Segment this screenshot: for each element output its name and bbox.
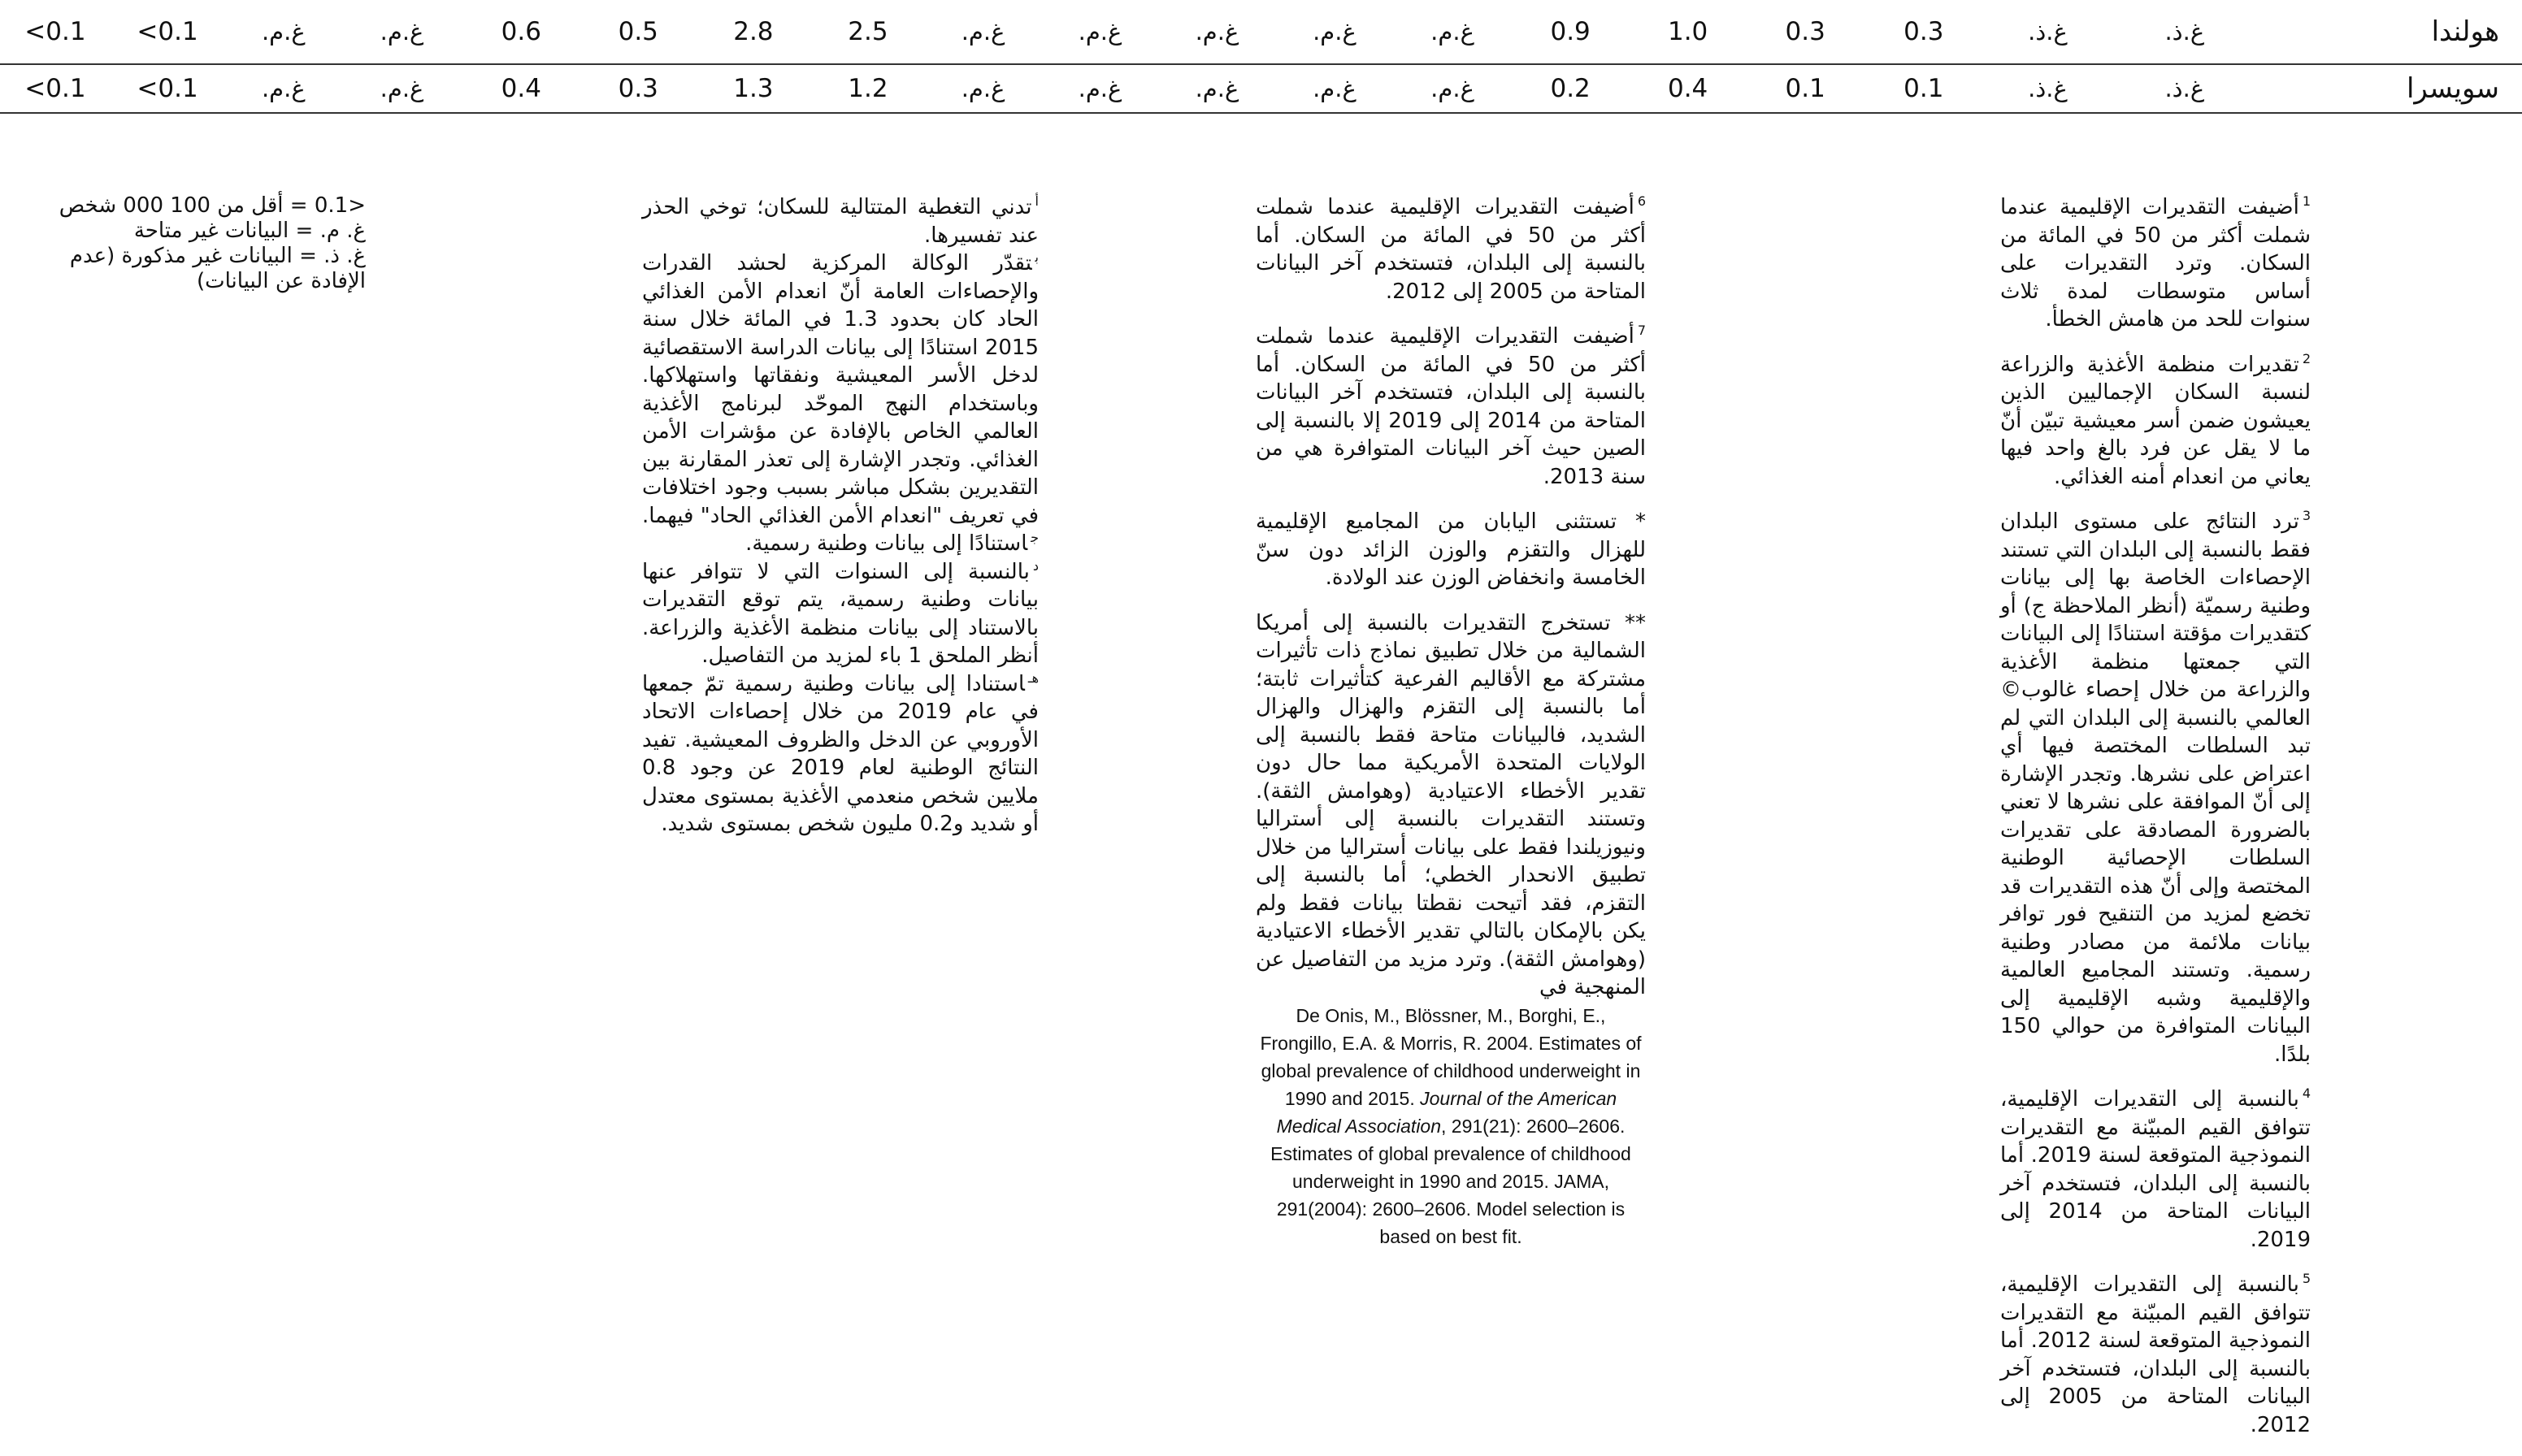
table-row-netherlands bbox=[0, 0, 2522, 64]
legend-item: غ. ذ. = البيانات غير مذكورة (عدم الإفادة عن البيانات) bbox=[69, 244, 366, 293]
table-cell: 1.0 bbox=[1667, 17, 1708, 46]
table-cell: 0.3 bbox=[1785, 17, 1825, 46]
table-cell: غ.ذ. bbox=[1983, 64, 2112, 113]
table-cell: غ.م. bbox=[1393, 64, 1511, 113]
table-cell: غ.م. bbox=[261, 18, 306, 46]
table-cell: <0.1 bbox=[24, 17, 86, 46]
footnotes-column-3 bbox=[642, 193, 1039, 838]
country-name: هولندا bbox=[2431, 15, 2499, 48]
table-cell: 0.1 bbox=[1864, 64, 1983, 113]
table-cell: غ.ذ. bbox=[2164, 18, 2205, 46]
table-cell: 0.9 bbox=[1550, 17, 1591, 46]
legend bbox=[33, 193, 366, 294]
table-row-switzerland bbox=[0, 64, 2522, 113]
table-cell: غ.م. bbox=[342, 64, 461, 113]
table-cell: غ.م. bbox=[961, 18, 1005, 46]
footnote: $^4$بالنسبة إلى التقديرات الإقليمية، تتوافق القيم المبيّنة مع التقديرات النموذجية المتوقعة لسنة 2019. أما بالنسبة إلى البلدان، فتستخدم آخر البيانات المتاحة من 2014 إلى 2019. bbox=[2000, 1086, 2311, 1252]
table-cell: غ.م. bbox=[1158, 64, 1275, 113]
table-cell: <0.1 bbox=[0, 64, 111, 113]
table-cell: غ.م. bbox=[224, 64, 342, 113]
country-name: سويسرا bbox=[2257, 64, 2522, 113]
table-cell: 0.4 bbox=[462, 64, 581, 113]
table-cell: 0.3 bbox=[581, 64, 695, 113]
footnote: $^1$أضيفت التقديرات الإقليمية عندما شملت أكثر من 50 في المائة من السكان. وترد التقديرات على أساس متوسطات لمدة ثلاث سنوات للحد من هامش الخطأ. bbox=[2000, 193, 2311, 332]
table-cell: 0.4 bbox=[1630, 64, 1747, 113]
table-cell: 0.6 bbox=[501, 17, 541, 46]
table-cell: 0.1 bbox=[1747, 64, 1864, 113]
footnote: $^أ$تدني التغطية المتتالية للسكان؛ توخي الحذر عند تفسيرها. bbox=[642, 193, 1039, 248]
table-cell: 2.5 bbox=[848, 17, 888, 46]
footnote: $^7$أضيفت التقديرات الإقليمية عندما شملت أكثر من 50 في المائة من السكان. أما بالنسبة إلى البلدان، فتستخدم آخر البيانات المتاحة من 2014 إلى 2019 إلا بالنسبة إلى الصين حيث آخر البيانات المتوافرة هي من سنة 2013. bbox=[1256, 323, 1647, 489]
legend-item: <0.1 = أقل من 100 000 شخص bbox=[59, 193, 366, 218]
footnote: ** تستخرج التقديرات بالنسبة إلى أمريكا الشمالية من خلال تطبيق نماذج ذات تأثيرات مشتركة مع الأقاليم الفرعية كتأثيرات ثابتة؛ أما بالنسبة إلى التقزم والهزال والهزال الشديد، فالبيانات متاحة فقط بالنسبة إلى الولايات المتحدة الأمريكية مما حال دون تقدير الأخطاء الاعتيادية (وهوامش الثقة). وتستند التقديرات بالنسبة إلى أستراليا ونيوزيلندا فقط على بيانات أستراليا من خلال تطبيق الانحدار الخطي؛ أما بالنسبة إلى التقزم، فقد أتيحت نقطتا بيانات فقط ولم يكن بالإمكان بالتالي تقدير الأخطاء الاعتيادية (وهوامش الثقة). وترد مزيد من التفاصيل عن المنهجية في bbox=[1256, 610, 1646, 999]
table-cell: 0.2 bbox=[1512, 64, 1630, 113]
table-cell: 2.8 bbox=[733, 17, 774, 46]
table-cell: 0.5 bbox=[618, 17, 658, 46]
table-cell: <0.1 bbox=[137, 17, 198, 46]
footnote: $^ب$تقدّر الوكالة المركزية لحشد القدرات والإحصاءات العامة أنّ انعدام الأمن الغذائي الحاد كان بحدود 1.3 في المائة خلال سنة 2015 استنادًا إلى بيانات الدراسة الاستقصائية لدخل الأسر المعيشية ونفقاتها واستهلاكها. وباستخدام النهج الموحّد لبرنامج الأغذية العالمي الخاص بالإفادة عن مؤشرات الأمن الغذائي. وتجدر الإشارة إلى تعذر المقارنة بين التقديرين بشكل مباشر بسبب وجود اختلافات في تعريف "انعدام الأمن الغذائي الحاد" فيهما. bbox=[642, 249, 1039, 528]
footnote: $^2$تقديرات منظمة الأغذية والزراعة لنسبة السكان الإجماليين الذين يعيشون ضمن أسر معيشية تبيّن أنّ ما لا يقل عن فرد بالغ واحد فيها يعاني من انعدام أمنه الغذائي. bbox=[2000, 350, 2311, 489]
table-cell: غ.ذ. bbox=[2028, 18, 2068, 46]
footnotes-column-1 bbox=[2000, 193, 2311, 1456]
table-cell: غ.م. bbox=[380, 18, 424, 46]
footnote: $^5$بالنسبة إلى التقديرات الإقليمية، تتوافق القيم المبيّنة مع التقديرات النموذجية المتوقعة لسنة 2012. أما بالنسبة إلى البلدان، فتستخدم آخر البيانات المتاحة من 2005 إلى 2012. bbox=[2000, 1271, 2311, 1437]
table-cell: غ.م. bbox=[1275, 64, 1393, 113]
table-cell: 1.2 bbox=[811, 64, 924, 113]
table-cell: غ.ذ. bbox=[2112, 64, 2257, 113]
footnotes-column-2 bbox=[1256, 193, 1646, 1250]
footnote: $^6$أضيفت التقديرات الإقليمية عندما شملت أكثر من 50 في المائة من السكان. أما بالنسبة إلى البلدان، فتستخدم آخر البيانات المتاحة من 2005 إلى 2012. bbox=[1256, 193, 1647, 304]
footnote: $^{هـ}$استنادا إلى بيانات وطنية رسمية تمّ جمعها في عام 2019 من خلال إحصاءات الاتحاد الأوروبي عن الدخل والظروف المعيشية. تفيد النتائج الوطنية لعام 2019 عن وجود 0.8 ملايين شخص منعدمي الأغذية بمستوى معتدل أو شديد و0.2 مليون شخص بمستوى شديد. bbox=[642, 670, 1039, 836]
reference-citation: De Onis, M., Blössner, M., Borghi, E., Frongillo, E.A. & Morris, R. 2004. Estimates of global prevalence of childhood underweight in 1990 and 2015. Journal of the American Medical Association, 291(21): 2600–2606. Estimates of global prevalence of childhood underweight in 1990 and 2015. JAMA, 291(2004): 2600–2606. Model selection is based on best fit. bbox=[1260, 1004, 1642, 1247]
table-cell: غ.م. bbox=[1195, 18, 1239, 46]
table-cell: 1.3 bbox=[696, 64, 812, 113]
table-cell: <0.1 bbox=[111, 64, 224, 113]
data-table bbox=[0, 0, 2522, 114]
table-cell: غ.م. bbox=[1078, 18, 1122, 46]
legend-item: غ. م. = البيانات غير متاحة bbox=[133, 219, 366, 243]
footnote: * تستثنى اليابان من المجاميع الإقليمية للهزال والتقزم والوزن الزائد دون سنّ الخامسة وانخفاض الوزن عند الولادة. bbox=[1256, 509, 1647, 590]
table-cell: 0.3 bbox=[1903, 17, 1944, 46]
footnote: $^ج$استنادًا إلى بيانات وطنية رسمية. bbox=[745, 530, 1039, 556]
table-cell: غ.م. bbox=[1430, 18, 1474, 46]
footnote: $^د$بالنسبة إلى السنوات التي لا تتوافر عنها بيانات وطنية رسمية، يتم توقع التقديرات بالاستناد إلى بيانات منظمة الأغذية والزراعة. أنظر الملحق 1 باء لمزيد من التفاصيل. bbox=[642, 557, 1039, 668]
footnote: $^3$ترد النتائج على مستوى البلدان فقط بالنسبة إلى البلدان التي تستند الإحصاءات الخاصة بها إلى بيانات وطنية رسميّة (أنظر الملاحظة ج) أو كتقديرات مؤقتة استنادًا إلى البيانات التي جمعتها منظمة الأغذية والزراعة من خلال إحصاء غالوب© العالمي بالنسبة إلى البلدان التي لم تبد السلطات المختصة فيها أي اعتراض على نشرها. وتجدر الإشارة إلى أنّ الموافقة على نشرها لا تعني بالضرورة المصادقة على تقديرات السلطات الإحصائية الوطنية المختصة وإلى أنّ هذه التقديرات قد تخضع لمزيد من التنقيح فور توافر بيانات ملائمة من مصادر وطنية رسمية. وتستند المجاميع العالمية والإقليمية وشبه الإقليمية إلى البيانات المتوافرة من حوالي 150 بلدًا. bbox=[2000, 508, 2311, 1067]
table-cell: غ.م. bbox=[1313, 18, 1356, 46]
table-cell: غ.م. bbox=[925, 64, 1042, 113]
table-cell: غ.م. bbox=[1042, 64, 1159, 113]
